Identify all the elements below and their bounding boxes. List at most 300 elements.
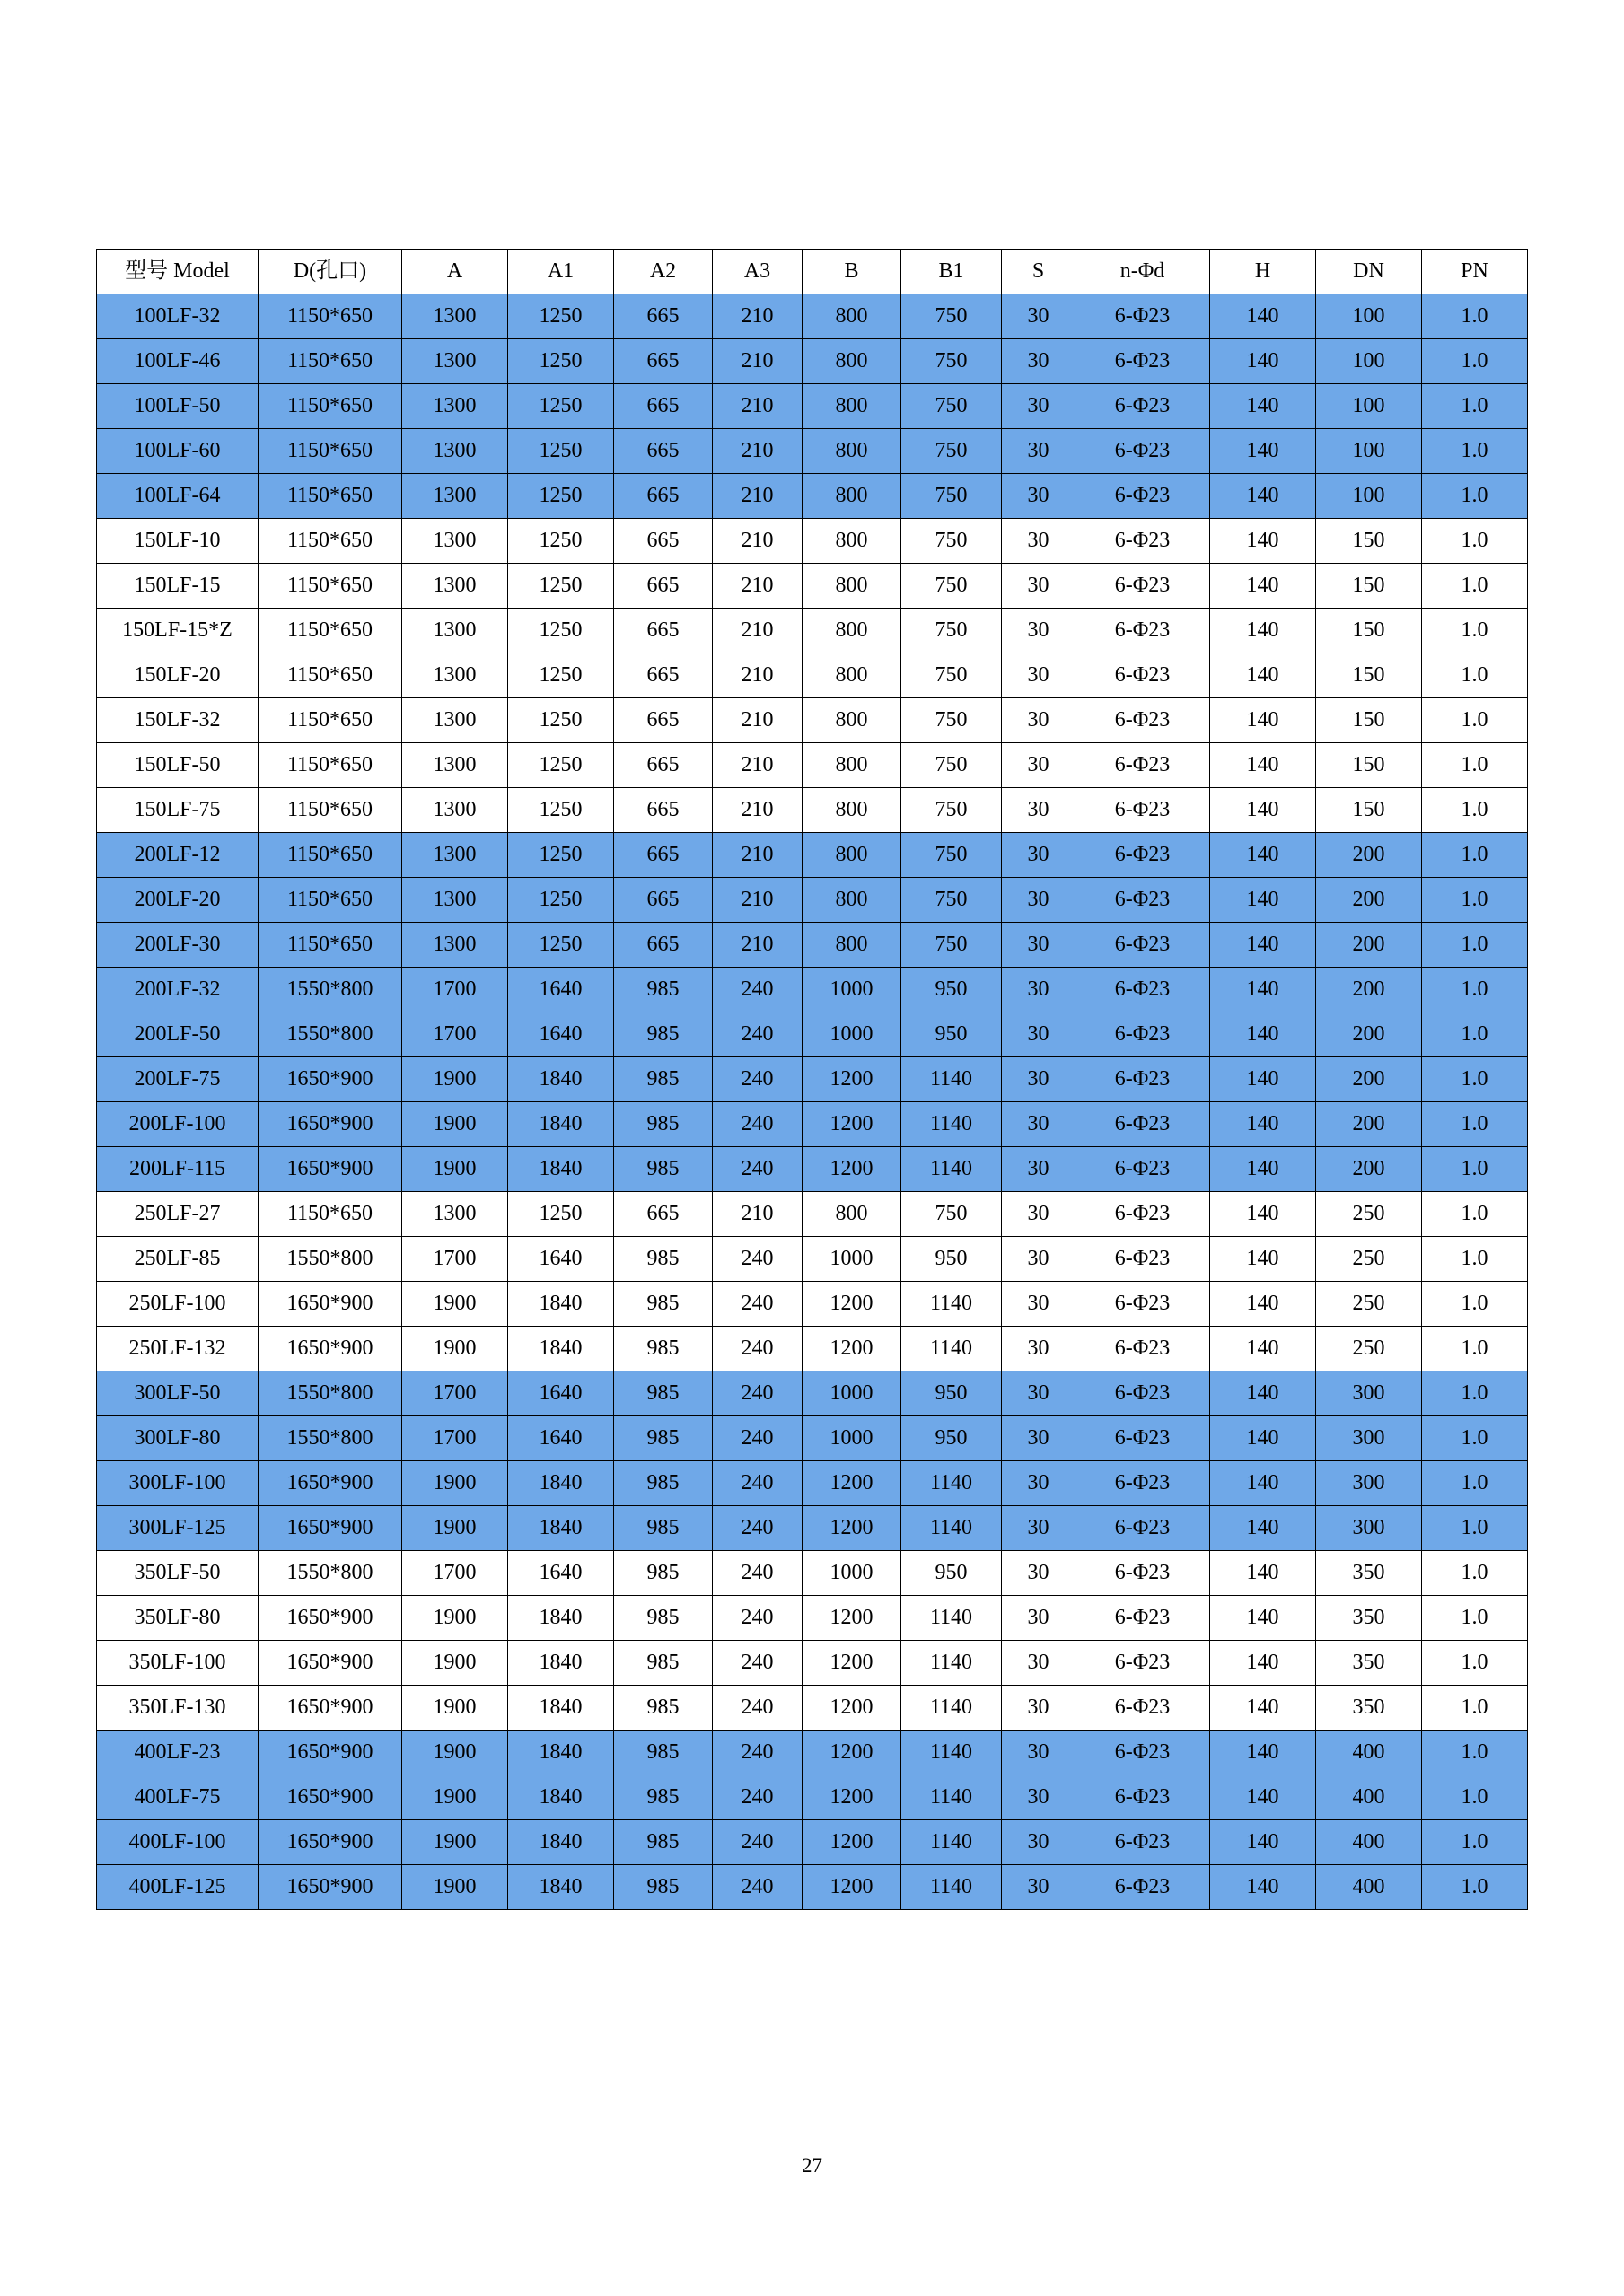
table-row	[97, 1596, 1528, 1641]
data-cell: 210	[713, 339, 803, 384]
table-row	[97, 1686, 1528, 1731]
data-cell: 6-Φ23	[1075, 1057, 1210, 1102]
data-cell: 1650*900	[259, 1775, 402, 1820]
data-cell: 30	[1002, 1731, 1075, 1775]
data-cell: 1300	[402, 1192, 508, 1237]
column-header: A2	[614, 250, 713, 294]
data-cell: 1000	[803, 1371, 901, 1416]
data-cell: 1650*900	[259, 1641, 402, 1686]
table-row	[97, 698, 1528, 743]
data-cell: 1.0	[1422, 1416, 1528, 1461]
table-row	[97, 878, 1528, 923]
data-cell: 1200	[803, 1506, 901, 1551]
data-cell: 140	[1210, 609, 1316, 653]
data-cell: 1640	[508, 1371, 614, 1416]
data-cell: 1140	[901, 1147, 1002, 1192]
data-cell: 1840	[508, 1327, 614, 1371]
data-cell: 1200	[803, 1865, 901, 1910]
data-cell: 140	[1210, 1327, 1316, 1371]
model-cell: 400LF-75	[97, 1775, 259, 1820]
table-row	[97, 384, 1528, 429]
data-cell: 1150*650	[259, 698, 402, 743]
data-cell: 30	[1002, 1461, 1075, 1506]
data-cell: 1840	[508, 1147, 614, 1192]
data-cell: 1550*800	[259, 1237, 402, 1282]
data-cell: 1.0	[1422, 1820, 1528, 1865]
table-row	[97, 743, 1528, 788]
data-cell: 750	[901, 564, 1002, 609]
data-cell: 1.0	[1422, 878, 1528, 923]
data-cell: 665	[614, 474, 713, 519]
data-cell: 1640	[508, 1416, 614, 1461]
data-cell: 1700	[402, 1237, 508, 1282]
data-cell: 1.0	[1422, 743, 1528, 788]
model-cell: 300LF-50	[97, 1371, 259, 1416]
data-cell: 750	[901, 474, 1002, 519]
data-cell: 30	[1002, 384, 1075, 429]
page-number: 27	[802, 2154, 822, 2177]
data-cell: 1250	[508, 519, 614, 564]
table-row	[97, 519, 1528, 564]
data-cell: 6-Φ23	[1075, 968, 1210, 1012]
data-cell: 1840	[508, 1057, 614, 1102]
data-cell: 1900	[402, 1731, 508, 1775]
data-cell: 1250	[508, 833, 614, 878]
data-cell: 1250	[508, 653, 614, 698]
data-cell: 250	[1316, 1237, 1422, 1282]
data-cell: 150	[1316, 698, 1422, 743]
data-cell: 1.0	[1422, 1192, 1528, 1237]
data-cell: 800	[803, 923, 901, 968]
data-cell: 800	[803, 653, 901, 698]
data-cell: 1300	[402, 384, 508, 429]
model-cell: 100LF-32	[97, 294, 259, 339]
data-cell: 240	[713, 1416, 803, 1461]
data-cell: 6-Φ23	[1075, 1686, 1210, 1731]
data-cell: 1140	[901, 1820, 1002, 1865]
column-header: n-Φd	[1075, 250, 1210, 294]
column-header: 型号 Model	[97, 250, 259, 294]
data-cell: 1550*800	[259, 1371, 402, 1416]
data-cell: 240	[713, 1371, 803, 1416]
model-cell: 200LF-100	[97, 1102, 259, 1147]
data-cell: 200	[1316, 833, 1422, 878]
data-cell: 665	[614, 878, 713, 923]
table-row	[97, 1551, 1528, 1596]
data-cell: 1200	[803, 1596, 901, 1641]
model-cell: 350LF-130	[97, 1686, 259, 1731]
data-cell: 30	[1002, 1057, 1075, 1102]
data-cell: 210	[713, 519, 803, 564]
table-row	[97, 833, 1528, 878]
data-cell: 1300	[402, 339, 508, 384]
data-cell: 140	[1210, 1686, 1316, 1731]
data-cell: 1.0	[1422, 1147, 1528, 1192]
data-cell: 950	[901, 1551, 1002, 1596]
data-cell: 800	[803, 609, 901, 653]
data-cell: 1900	[402, 1147, 508, 1192]
data-cell: 1650*900	[259, 1820, 402, 1865]
data-cell: 800	[803, 564, 901, 609]
data-cell: 750	[901, 339, 1002, 384]
data-cell: 140	[1210, 339, 1316, 384]
data-cell: 30	[1002, 1820, 1075, 1865]
table-row	[97, 1416, 1528, 1461]
data-cell: 200	[1316, 1012, 1422, 1057]
data-cell: 1300	[402, 564, 508, 609]
data-cell: 800	[803, 474, 901, 519]
data-cell: 1550*800	[259, 1551, 402, 1596]
table-row	[97, 1731, 1528, 1775]
data-cell: 100	[1316, 384, 1422, 429]
data-cell: 750	[901, 609, 1002, 653]
data-cell: 210	[713, 474, 803, 519]
data-cell: 30	[1002, 833, 1075, 878]
data-cell: 1300	[402, 519, 508, 564]
data-cell: 1140	[901, 1731, 1002, 1775]
data-cell: 1150*650	[259, 294, 402, 339]
data-cell: 800	[803, 878, 901, 923]
data-cell: 140	[1210, 1731, 1316, 1775]
table-row	[97, 1057, 1528, 1102]
column-header: DN	[1316, 250, 1422, 294]
data-cell: 250	[1316, 1282, 1422, 1327]
data-cell: 140	[1210, 519, 1316, 564]
data-cell: 1700	[402, 1416, 508, 1461]
data-cell: 6-Φ23	[1075, 384, 1210, 429]
data-cell: 30	[1002, 474, 1075, 519]
data-cell: 6-Φ23	[1075, 698, 1210, 743]
data-cell: 665	[614, 294, 713, 339]
data-cell: 210	[713, 878, 803, 923]
data-cell: 140	[1210, 1416, 1316, 1461]
data-cell: 1.0	[1422, 923, 1528, 968]
column-header: PN	[1422, 250, 1528, 294]
table-row	[97, 429, 1528, 474]
data-cell: 1650*900	[259, 1461, 402, 1506]
model-cell: 200LF-20	[97, 878, 259, 923]
data-cell: 1.0	[1422, 1551, 1528, 1596]
data-cell: 1700	[402, 1371, 508, 1416]
data-cell: 210	[713, 698, 803, 743]
data-cell: 985	[614, 1057, 713, 1102]
model-cell: 100LF-64	[97, 474, 259, 519]
data-cell: 1.0	[1422, 1012, 1528, 1057]
model-cell: 200LF-30	[97, 923, 259, 968]
data-cell: 240	[713, 1237, 803, 1282]
column-header: A3	[713, 250, 803, 294]
data-cell: 200	[1316, 878, 1422, 923]
model-cell: 300LF-125	[97, 1506, 259, 1551]
data-cell: 800	[803, 519, 901, 564]
data-cell: 1.0	[1422, 833, 1528, 878]
data-cell: 30	[1002, 519, 1075, 564]
data-cell: 140	[1210, 1102, 1316, 1147]
data-cell: 1140	[901, 1686, 1002, 1731]
data-cell: 800	[803, 339, 901, 384]
data-cell: 950	[901, 1237, 1002, 1282]
data-cell: 665	[614, 833, 713, 878]
model-cell: 200LF-32	[97, 968, 259, 1012]
data-cell: 1200	[803, 1282, 901, 1327]
data-cell: 1550*800	[259, 1416, 402, 1461]
data-cell: 1.0	[1422, 1775, 1528, 1820]
data-cell: 985	[614, 1686, 713, 1731]
data-cell: 30	[1002, 1686, 1075, 1731]
data-cell: 1900	[402, 1686, 508, 1731]
data-cell: 1840	[508, 1775, 614, 1820]
specification-table	[96, 249, 1528, 1910]
data-cell: 1000	[803, 1551, 901, 1596]
model-cell: 250LF-100	[97, 1282, 259, 1327]
table-row	[97, 1192, 1528, 1237]
table-row	[97, 1327, 1528, 1371]
model-cell: 250LF-132	[97, 1327, 259, 1371]
data-cell: 6-Φ23	[1075, 923, 1210, 968]
data-cell: 985	[614, 1865, 713, 1910]
column-header: D(孔口)	[259, 250, 402, 294]
data-cell: 6-Φ23	[1075, 429, 1210, 474]
data-cell: 1300	[402, 429, 508, 474]
data-cell: 240	[713, 1506, 803, 1551]
data-cell: 985	[614, 1327, 713, 1371]
data-cell: 200	[1316, 968, 1422, 1012]
data-cell: 1250	[508, 878, 614, 923]
data-cell: 6-Φ23	[1075, 788, 1210, 833]
data-cell: 985	[614, 1775, 713, 1820]
data-cell: 800	[803, 294, 901, 339]
data-cell: 6-Φ23	[1075, 1147, 1210, 1192]
data-cell: 30	[1002, 1416, 1075, 1461]
data-cell: 140	[1210, 653, 1316, 698]
table-row	[97, 1865, 1528, 1910]
data-cell: 750	[901, 384, 1002, 429]
data-cell: 1200	[803, 1775, 901, 1820]
data-cell: 140	[1210, 1551, 1316, 1596]
data-cell: 30	[1002, 788, 1075, 833]
data-cell: 1150*650	[259, 923, 402, 968]
data-cell: 240	[713, 1282, 803, 1327]
model-cell: 100LF-60	[97, 429, 259, 474]
data-cell: 1140	[901, 1596, 1002, 1641]
data-cell: 350	[1316, 1686, 1422, 1731]
data-cell: 30	[1002, 1102, 1075, 1147]
data-cell: 150	[1316, 564, 1422, 609]
data-cell: 1840	[508, 1731, 614, 1775]
model-cell: 150LF-15*Z	[97, 609, 259, 653]
data-cell: 750	[901, 1192, 1002, 1237]
data-cell: 6-Φ23	[1075, 1775, 1210, 1820]
data-cell: 1250	[508, 1192, 614, 1237]
data-cell: 140	[1210, 474, 1316, 519]
table-row	[97, 653, 1528, 698]
table-row	[97, 968, 1528, 1012]
data-cell: 1150*650	[259, 878, 402, 923]
data-cell: 1640	[508, 1237, 614, 1282]
data-cell: 1650*900	[259, 1596, 402, 1641]
data-cell: 1140	[901, 1461, 1002, 1506]
data-cell: 140	[1210, 833, 1316, 878]
data-cell: 1640	[508, 1551, 614, 1596]
data-cell: 1700	[402, 968, 508, 1012]
data-cell: 1.0	[1422, 609, 1528, 653]
data-cell: 6-Φ23	[1075, 294, 1210, 339]
data-cell: 30	[1002, 1327, 1075, 1371]
data-cell: 985	[614, 1641, 713, 1686]
data-cell: 240	[713, 1551, 803, 1596]
data-cell: 750	[901, 653, 1002, 698]
table-row	[97, 1012, 1528, 1057]
data-cell: 30	[1002, 1506, 1075, 1551]
data-cell: 200	[1316, 1102, 1422, 1147]
data-cell: 300	[1316, 1371, 1422, 1416]
data-cell: 1650*900	[259, 1057, 402, 1102]
data-cell: 30	[1002, 653, 1075, 698]
data-cell: 985	[614, 968, 713, 1012]
data-cell: 140	[1210, 878, 1316, 923]
data-cell: 665	[614, 519, 713, 564]
data-cell: 1.0	[1422, 1686, 1528, 1731]
data-cell: 6-Φ23	[1075, 1237, 1210, 1282]
data-cell: 1250	[508, 384, 614, 429]
data-cell: 1000	[803, 1416, 901, 1461]
data-cell: 800	[803, 1192, 901, 1237]
data-cell: 30	[1002, 564, 1075, 609]
data-cell: 1250	[508, 788, 614, 833]
data-cell: 750	[901, 429, 1002, 474]
data-cell: 985	[614, 1551, 713, 1596]
data-cell: 210	[713, 1192, 803, 1237]
data-cell: 30	[1002, 1596, 1075, 1641]
data-cell: 1900	[402, 1057, 508, 1102]
data-cell: 1300	[402, 743, 508, 788]
data-cell: 210	[713, 429, 803, 474]
data-cell: 1840	[508, 1506, 614, 1551]
data-cell: 1840	[508, 1820, 614, 1865]
data-cell: 665	[614, 923, 713, 968]
data-cell: 1200	[803, 1731, 901, 1775]
data-cell: 1200	[803, 1327, 901, 1371]
data-cell: 6-Φ23	[1075, 743, 1210, 788]
data-cell: 1650*900	[259, 1282, 402, 1327]
data-cell: 150	[1316, 743, 1422, 788]
data-cell: 240	[713, 1686, 803, 1731]
data-cell: 1.0	[1422, 1371, 1528, 1416]
data-cell: 1200	[803, 1102, 901, 1147]
data-cell: 1840	[508, 1461, 614, 1506]
data-cell: 6-Φ23	[1075, 1102, 1210, 1147]
data-cell: 140	[1210, 1596, 1316, 1641]
data-cell: 240	[713, 1057, 803, 1102]
table-row	[97, 1641, 1528, 1686]
table-row	[97, 923, 1528, 968]
data-cell: 1900	[402, 1596, 508, 1641]
data-cell: 750	[901, 878, 1002, 923]
data-cell: 1200	[803, 1057, 901, 1102]
model-cell: 150LF-32	[97, 698, 259, 743]
data-cell: 1640	[508, 1012, 614, 1057]
data-cell: 1140	[901, 1057, 1002, 1102]
data-cell: 210	[713, 923, 803, 968]
data-cell: 1150*650	[259, 788, 402, 833]
data-cell: 240	[713, 1775, 803, 1820]
data-cell: 1840	[508, 1102, 614, 1147]
data-cell: 665	[614, 564, 713, 609]
data-cell: 30	[1002, 698, 1075, 743]
data-cell: 1.0	[1422, 294, 1528, 339]
data-cell: 1.0	[1422, 474, 1528, 519]
data-cell: 1300	[402, 788, 508, 833]
data-cell: 150	[1316, 609, 1422, 653]
model-cell: 100LF-50	[97, 384, 259, 429]
data-cell: 750	[901, 743, 1002, 788]
data-cell: 1150*650	[259, 833, 402, 878]
data-cell: 30	[1002, 1012, 1075, 1057]
data-cell: 140	[1210, 698, 1316, 743]
data-cell: 750	[901, 294, 1002, 339]
data-cell: 400	[1316, 1775, 1422, 1820]
data-cell: 100	[1316, 429, 1422, 474]
data-cell: 140	[1210, 1192, 1316, 1237]
data-cell: 400	[1316, 1865, 1422, 1910]
data-cell: 1250	[508, 474, 614, 519]
data-cell: 6-Φ23	[1075, 1641, 1210, 1686]
data-cell: 1140	[901, 1506, 1002, 1551]
data-cell: 30	[1002, 1865, 1075, 1910]
data-cell: 1150*650	[259, 429, 402, 474]
data-cell: 985	[614, 1596, 713, 1641]
data-cell: 800	[803, 833, 901, 878]
data-cell: 6-Φ23	[1075, 1820, 1210, 1865]
data-cell: 1000	[803, 968, 901, 1012]
data-cell: 1140	[901, 1775, 1002, 1820]
data-cell: 1900	[402, 1102, 508, 1147]
model-cell: 400LF-100	[97, 1820, 259, 1865]
data-cell: 665	[614, 698, 713, 743]
data-cell: 6-Φ23	[1075, 1416, 1210, 1461]
data-cell: 140	[1210, 1012, 1316, 1057]
data-cell: 1.0	[1422, 1237, 1528, 1282]
data-cell: 140	[1210, 1641, 1316, 1686]
data-cell: 1900	[402, 1865, 508, 1910]
model-cell: 150LF-10	[97, 519, 259, 564]
data-cell: 1250	[508, 429, 614, 474]
data-cell: 1300	[402, 474, 508, 519]
data-cell: 950	[901, 1012, 1002, 1057]
data-cell: 1.0	[1422, 788, 1528, 833]
table-body	[97, 294, 1528, 1910]
data-cell: 240	[713, 1327, 803, 1371]
data-cell: 100	[1316, 339, 1422, 384]
data-cell: 750	[901, 923, 1002, 968]
data-cell: 1550*800	[259, 968, 402, 1012]
data-cell: 1150*650	[259, 474, 402, 519]
data-cell: 240	[713, 1641, 803, 1686]
data-cell: 6-Φ23	[1075, 609, 1210, 653]
data-cell: 1.0	[1422, 519, 1528, 564]
model-cell: 150LF-50	[97, 743, 259, 788]
data-cell: 300	[1316, 1506, 1422, 1551]
data-cell: 210	[713, 294, 803, 339]
data-cell: 30	[1002, 294, 1075, 339]
data-cell: 6-Φ23	[1075, 339, 1210, 384]
data-cell: 665	[614, 653, 713, 698]
data-cell: 6-Φ23	[1075, 878, 1210, 923]
table-row	[97, 1282, 1528, 1327]
data-cell: 665	[614, 384, 713, 429]
data-cell: 240	[713, 1147, 803, 1192]
data-cell: 1.0	[1422, 1282, 1528, 1327]
